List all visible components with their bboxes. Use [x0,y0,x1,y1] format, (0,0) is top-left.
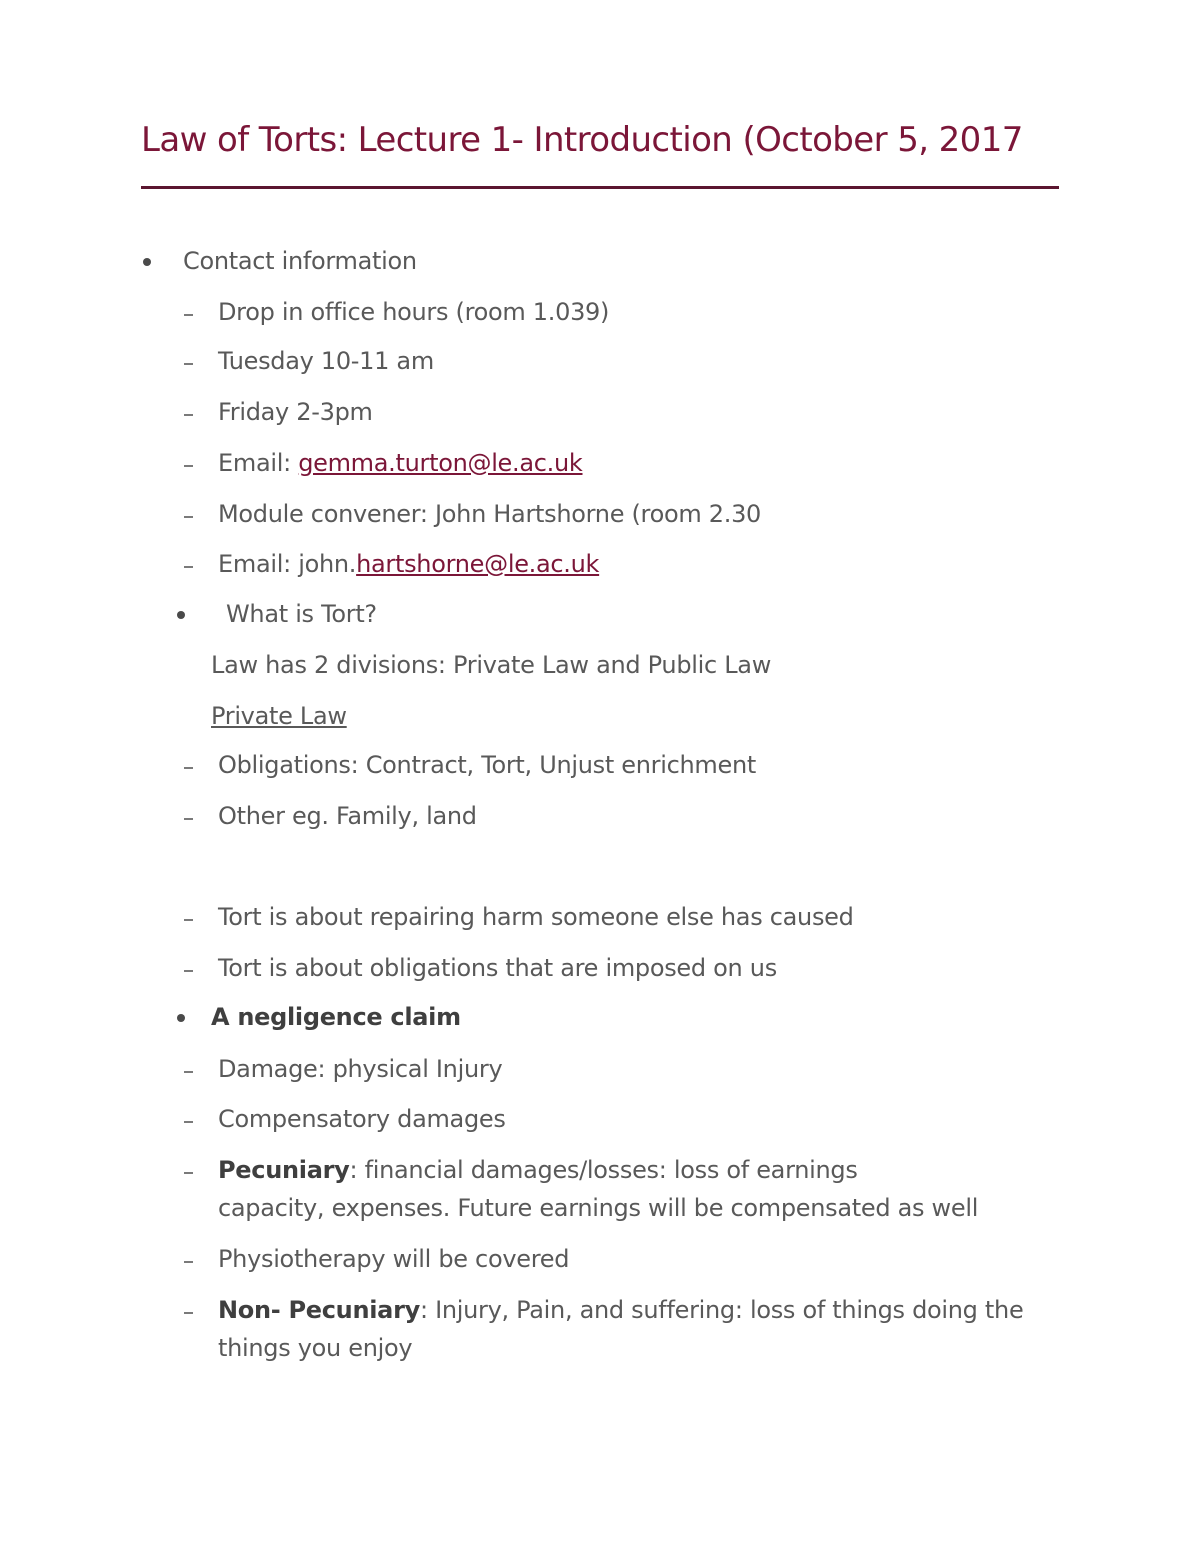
pecuniary-text: : financial damages/losses: loss of earnings [349,1156,858,1184]
pecuniary-continuation: capacity, expenses. Future earnings will be compensated as well [218,1194,979,1222]
dash-icon [184,1172,193,1174]
dash-icon [184,970,193,972]
negligence-heading: A negligence claim [211,1003,461,1031]
bullet-icon [177,1014,185,1022]
obligations-item: Obligations: Contract, Tort, Unjust enrichment [218,751,756,779]
title-divider [141,186,1059,189]
email-link-hartshorne[interactable]: hartshorne@le.ac.uk [356,550,600,578]
dash-icon [184,1121,193,1123]
compensatory-item: Compensatory damages [218,1105,506,1133]
private-law-heading: Private Law [211,702,347,730]
dash-icon [184,414,193,416]
tuesday-hours: Tuesday 10-11 am [218,347,434,375]
dash-icon [184,1261,193,1263]
dash-icon [184,1071,193,1073]
nonpecuniary-item [218,1293,1023,1327]
nonpecuniary-text: : Injury, Pain, and suffering: loss of things doing the [419,1296,1024,1324]
dash-icon [184,566,193,568]
nonpecuniary-continuation: things you enjoy [218,1334,413,1362]
dash-icon [184,767,193,769]
tort-obligations-item: Tort is about obligations that are imposed on us [218,954,777,982]
dash-icon [184,363,193,365]
office-hours: Drop in office hours (room 1.039) [218,298,610,326]
pecuniary-label: Pecuniary [218,1156,350,1184]
dash-icon [184,314,193,316]
damage-item: Damage: physical Injury [218,1055,503,1083]
email-line-2 [218,547,599,581]
nonpecuniary-label: Non- Pecuniary [218,1296,420,1324]
bullet-icon [143,258,151,266]
tort-repair-item: Tort is about repairing harm someone else has caused [218,903,854,931]
pecuniary-item [218,1153,858,1187]
email-label: Email: [218,449,299,477]
dash-icon [184,1312,193,1314]
dash-icon [184,516,193,518]
document-title: Law of Torts: Lecture 1- Introduction (October 5, 2017 [141,120,1023,160]
email-link-gemma[interactable]: gemma.turton@le.ac.uk [298,449,583,477]
module-convener: Module convener: John Hartshorne (room 2.30 [218,500,762,528]
physio-item: Physiotherapy will be covered [218,1245,570,1273]
contact-heading: Contact information [183,247,417,275]
what-is-tort-heading: What is Tort? [226,600,377,628]
bullet-icon [177,611,185,619]
dash-icon [184,465,193,467]
friday-hours: Friday 2-3pm [218,398,373,426]
law-divisions: Law has 2 divisions: Private Law and Public Law [211,651,772,679]
email-label: Email: john. [218,550,357,578]
dash-icon [184,919,193,921]
other-item: Other eg. Family, land [218,802,477,830]
dash-icon [184,818,193,820]
email-line-1 [218,446,583,480]
